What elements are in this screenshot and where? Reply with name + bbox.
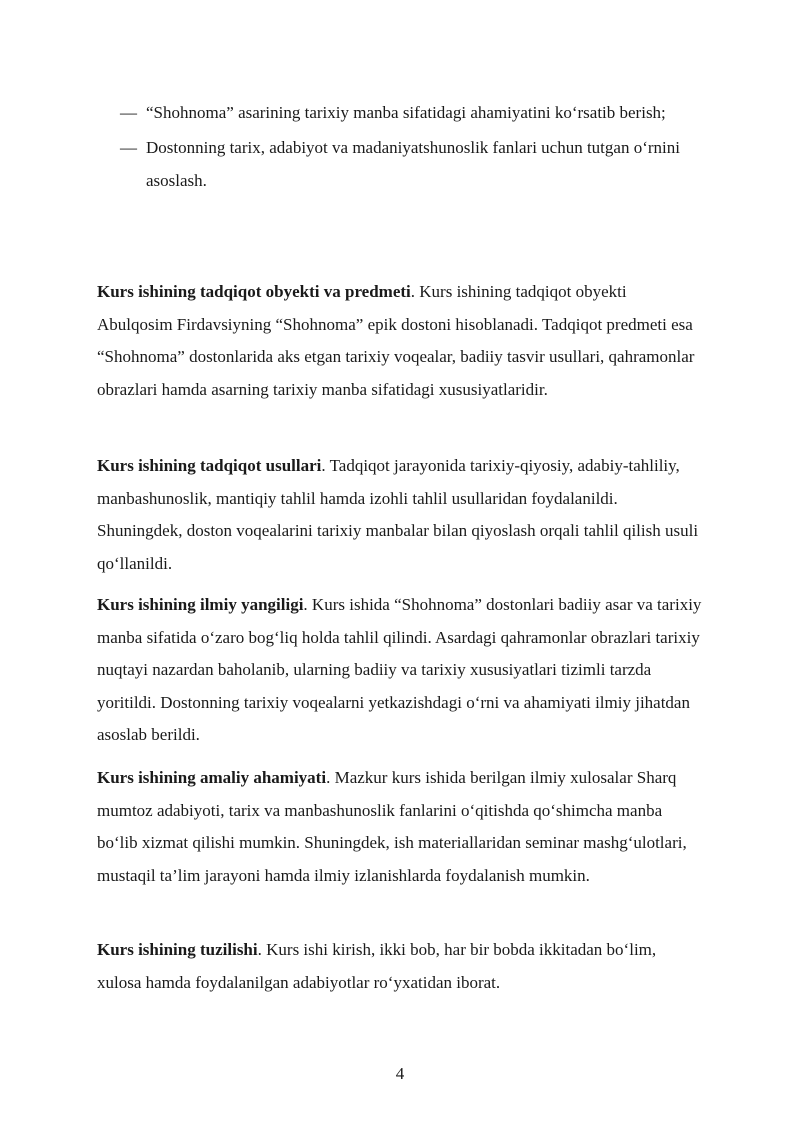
- bullet-list: [120, 96, 700, 199]
- section-practical-significance: [97, 762, 703, 892]
- section-body: . Kurs ishi kirish, ikki bob, har bir bobda ikkitadan bo‘lim, xulosa hamda foydalanilgan adabiyotlar ro‘yxatidan iborat.: [97, 940, 657, 992]
- section-structure: [97, 934, 703, 999]
- bullet-item: [120, 131, 700, 197]
- section-research-methods: [97, 450, 703, 580]
- section-heading: Kurs ishining tadqiqot usullari: [97, 456, 322, 475]
- section-heading: Kurs ishining ilmiy yangiligi: [97, 595, 304, 614]
- bullet-item: [120, 96, 700, 129]
- section-research-object: [97, 276, 703, 406]
- page-number: 4: [395, 1064, 405, 1083]
- bullet-text: Dostonning tarix, adabiyot va madaniyatshunoslik fanlari uchun tutgan o‘rnini asoslash.: [146, 138, 680, 190]
- dash-marker: —: [120, 138, 137, 157]
- section-body: . Mazkur kurs ishida berilgan ilmiy xulosalar Sharq mumtoz adabiyoti, tarix va manbashunoslik fanlarini o‘qitishda qo‘shimcha manba bo‘lib xizmat qilishi mumkin. Shuningdek, ish materiallaridan seminar mashg‘ulotlari, mustaqil ta’lim jarayoni hamda ilmiy izlanishlarda foydalanish mumkin.: [97, 768, 687, 885]
- dash-marker: —: [120, 103, 137, 122]
- section-heading: Kurs ishining amaliy ahamiyati: [97, 768, 327, 787]
- bullet-text: “Shohnoma” asarining tarixiy manba sifatidagi ahamiyatini ko‘rsatib berish;: [146, 103, 666, 122]
- section-body: . Kurs ishida “Shohnoma” dostonlari badiiy asar va tarixiy manba sifatida o‘zaro bog‘liq holda tahlil qilindi. Asardagi qahramonlar obrazlari tarixiy nuqtayi nazardan baholanib, ularning badiiy va tarixiy xususiyatlari tizimli tarzda yoritildi. Dostonning tarixiy voqealarni yetkazishdagi o‘rni va ahamiyati ilmiy jihatdan asoslab berildi.: [97, 595, 702, 744]
- section-heading: Kurs ishining tadqiqot obyekti va predmeti: [97, 282, 411, 301]
- section-scientific-novelty: [97, 589, 703, 752]
- section-heading: Kurs ishining tuzilishi: [97, 940, 258, 959]
- section-body: . Kurs ishining tadqiqot obyekti Abulqosim Firdavsiyning “Shohnoma” epik dostoni hisoblanadi. Tadqiqot predmeti esa “Shohnoma” dostonlarida aks etgan tarixiy voqealar, badiiy tasvir usullari, qahramonlar obrazlari hamda asarning tarixiy manba sifatidagi xususiyatlaridir.: [97, 282, 695, 399]
- section-body: . Tadqiqot jarayonida tarixiy-qiyosiy, adabiy-tahliliy, manbashunoslik, mantiqiy tahlil hamda izohli tahlil usullaridan foydalanildi. Shuningdek, doston voqealarini tarixiy manbalar bilan qiyoslash orqali tahlil qilish usuli qo‘llanildi.: [97, 456, 699, 573]
